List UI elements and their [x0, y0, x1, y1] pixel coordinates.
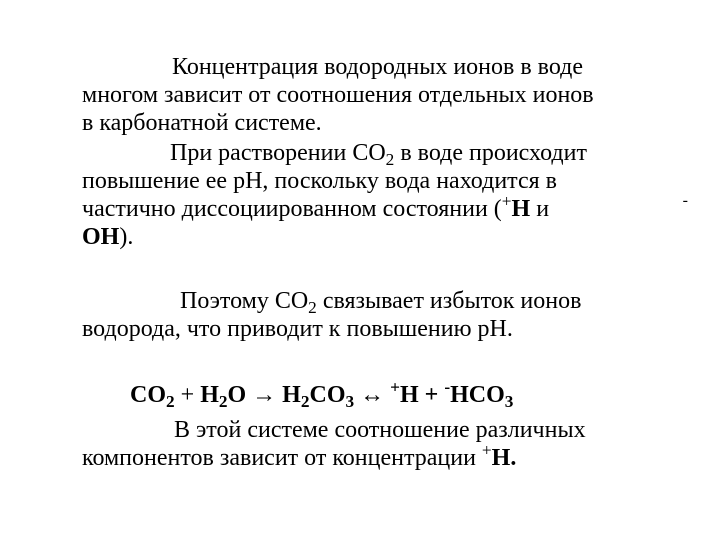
plus-superscript: +: [501, 191, 512, 211]
paragraph4-line2-text: компонентов зависит от концентрации: [82, 445, 482, 471]
paragraph2-line4-text: ).: [119, 224, 134, 250]
hydrogen-ion-symbol: Н: [511, 196, 531, 222]
chemical-equation: [130, 377, 514, 412]
plus-superscript-2: +: [481, 440, 492, 460]
paragraph2-line1-text-a: При растворении СО: [170, 140, 386, 166]
hydroxide-ion-symbol: ОН: [82, 224, 120, 250]
paragraph4-line2: [82, 440, 684, 472]
paragraph3-line2: [82, 315, 684, 343]
paragraph2-line3-text-b: и: [530, 196, 550, 222]
eq-co2-subscript: 2: [166, 392, 175, 412]
eq-plus-2: +: [418, 382, 445, 408]
eq-h2co3-co: СО: [309, 382, 346, 408]
paragraph4-line1: [82, 416, 684, 444]
co2-subscript-2: 2: [308, 298, 317, 318]
co2-subscript: 2: [385, 150, 395, 170]
eq-h2co3-h: Н: [282, 382, 301, 408]
paragraph3-line1: [82, 287, 684, 318]
minus-superscript: -: [682, 192, 688, 209]
paragraph2-line3: [82, 191, 688, 223]
eq-minus-charge: -: [444, 377, 451, 397]
paragraph1-line2: [82, 81, 684, 109]
paragraph2-line2-text: повышение ее рН, поскольку вода находится в: [82, 168, 557, 194]
paragraph2-line1: [82, 139, 684, 170]
paragraph3-line1-text-b: связывает избыток ионов: [316, 288, 582, 314]
paragraph3-line2-text: водорода, что приводит к повышению рН.: [82, 316, 513, 342]
paragraph1-line3: [82, 109, 684, 137]
eq-plus-charge: +: [390, 377, 400, 397]
paragraph2-line3-text-a: частично диссоциированном состоянии (: [82, 196, 502, 222]
paragraph4-line1-text: В этой системе соотношение различных: [174, 417, 586, 443]
eq-arrow: →: [246, 382, 283, 408]
eq-bicarbonate-subscript: 3: [504, 392, 514, 412]
paragraph1-line1-text: Концентрация водородных ионов в воде: [172, 54, 584, 80]
eq-bicarbonate: НСО: [450, 382, 505, 408]
paragraph2-line4: [82, 223, 684, 251]
paragraph3-line1-text-a: Поэтому СО: [180, 288, 309, 314]
paragraph2-line1-text-b: в воде происходит: [394, 140, 587, 166]
eq-co2: СО: [130, 382, 166, 408]
eq-h2o-o: О: [227, 382, 247, 408]
hydrogen-ion-symbol-2: Н.: [491, 445, 517, 471]
paragraph2-line2: [82, 167, 684, 195]
eq-equilibrium-arrow: ↔: [354, 382, 391, 408]
paragraph1-line3-text: в карбонатной системе.: [82, 110, 322, 136]
paragraph1-line2-text: многом зависит от соотношения отдельных ионов: [82, 82, 594, 108]
paragraph1-line1: [82, 53, 684, 81]
eq-plus: +: [174, 382, 201, 408]
eq-h2co3-co-subscript: 3: [345, 392, 355, 412]
eq-h2co3-h-subscript: 2: [300, 392, 310, 412]
eq-hydrogen-ion: Н: [399, 382, 419, 408]
eq-h2o-h: Н: [200, 382, 219, 408]
eq-h2o-subscript: 2: [218, 392, 228, 412]
